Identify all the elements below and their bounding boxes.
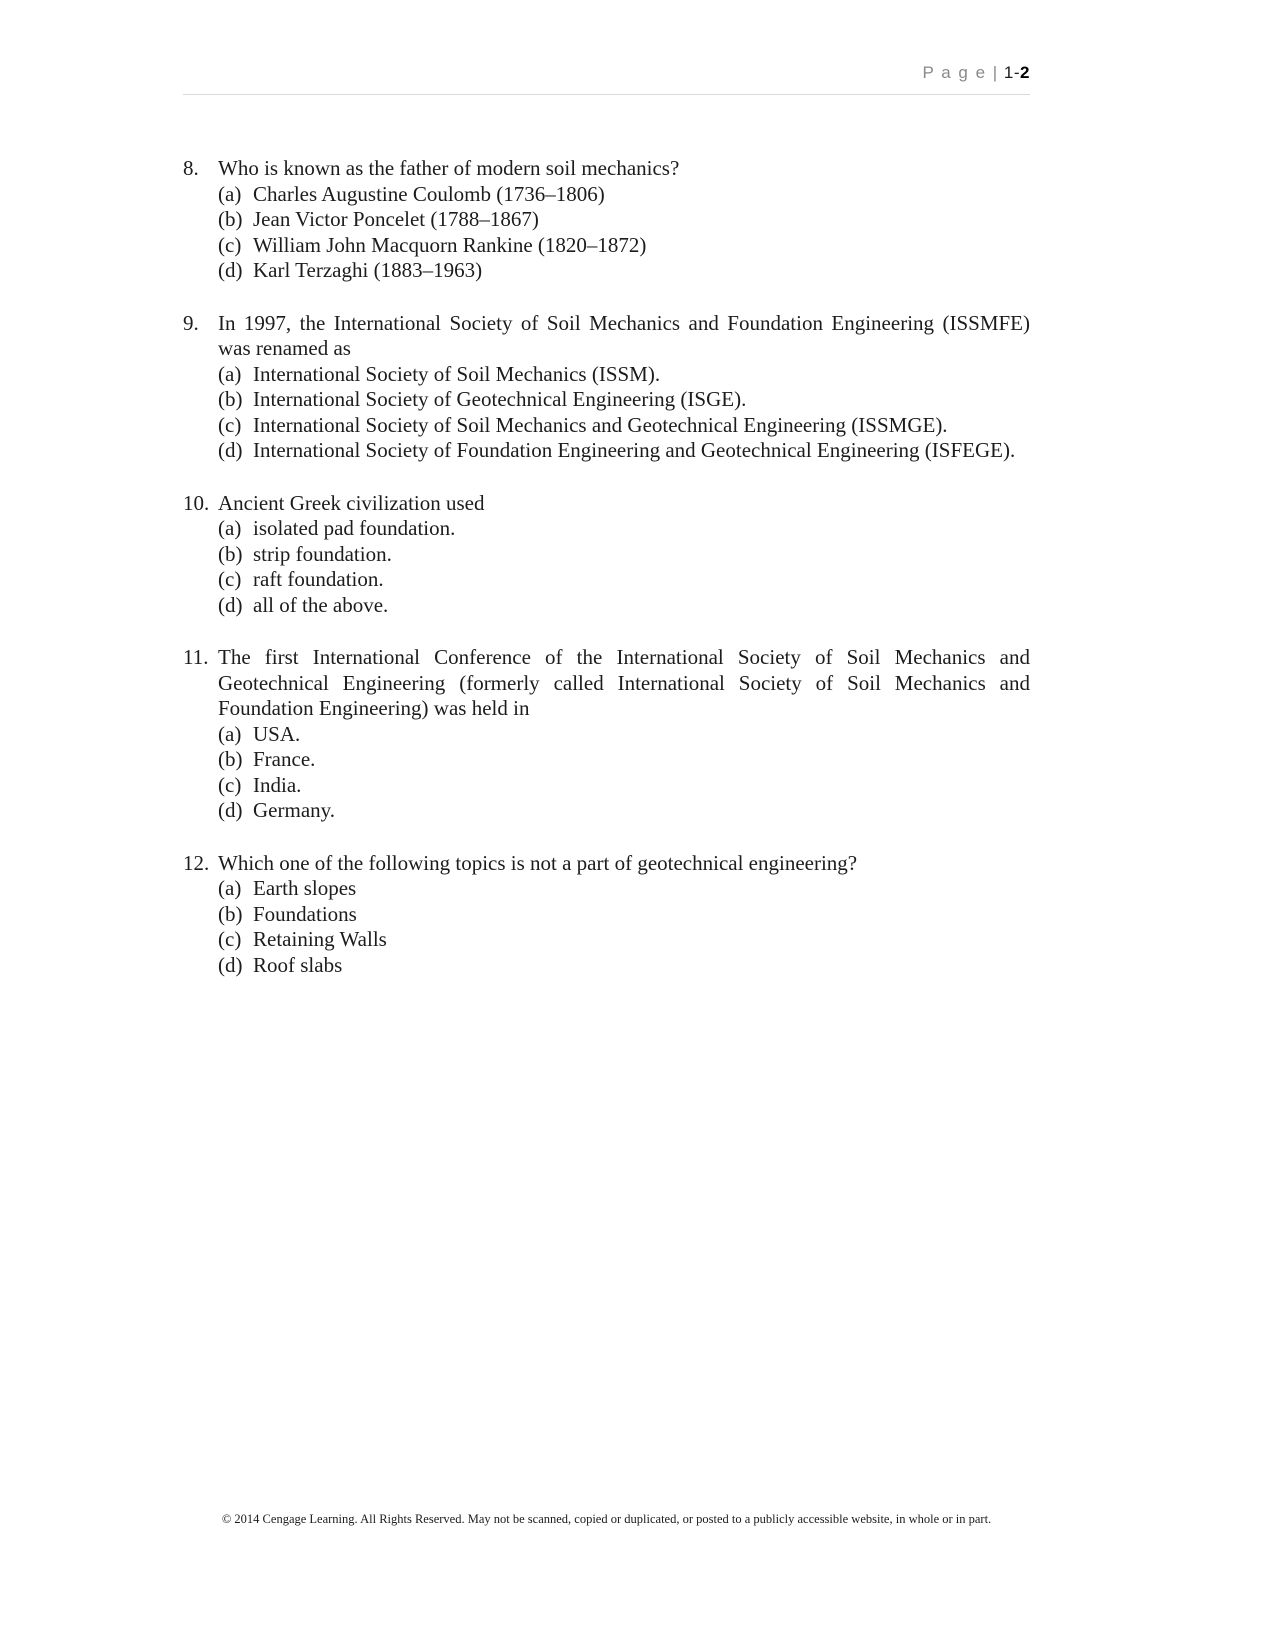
option-text: Foundations xyxy=(253,901,357,926)
option-text: International Society of Foundation Engineering and Geotechnical Engineering (ISFEGE). xyxy=(253,438,1016,462)
option-label: (d) xyxy=(218,798,243,822)
page-number: 2 xyxy=(1020,63,1030,82)
option-text: Charles Augustine Coulomb (1736–1806) xyxy=(253,181,605,206)
question-number: 11. xyxy=(183,645,209,669)
option-label: (b) xyxy=(218,901,243,926)
answer-option xyxy=(183,722,1030,748)
question-number: 8. xyxy=(183,156,199,180)
option-label: (c) xyxy=(218,567,242,591)
option-text: Roof slabs xyxy=(253,952,343,977)
option-text: International Society of Geotechnical Engineering (ISGE). xyxy=(253,387,747,411)
option-text: isolated pad foundation. xyxy=(253,516,456,540)
option-text: strip foundation. xyxy=(253,541,392,566)
option-label: (d) xyxy=(218,952,243,977)
question-stem: Ancient Greek civilization used xyxy=(218,490,485,515)
option-text: Karl Terzaghi (1883–1963) xyxy=(253,258,483,282)
page-number-prefix: 1- xyxy=(998,63,1021,82)
question-number: 12. xyxy=(183,850,210,875)
answer-option xyxy=(183,258,1030,284)
question-stem: The first International Conference of the International Society of Soil Mechanics and Geotechnical Engineering (formerly called International Society of Soil Mechanics and Foundation Engineering) was held in xyxy=(218,645,1030,720)
answer-option xyxy=(183,927,1030,953)
option-text: Earth slopes xyxy=(253,876,357,900)
option-label: (b) xyxy=(218,747,243,771)
answer-option xyxy=(183,182,1030,208)
option-text: all of the above. xyxy=(253,592,389,617)
answer-option xyxy=(183,438,1030,464)
question-stem-row xyxy=(183,851,1030,877)
question-number: 9. xyxy=(183,310,199,335)
option-text: William John Macquorn Rankine (1820–1872) xyxy=(253,232,647,257)
option-text: Germany. xyxy=(253,798,336,822)
answer-option xyxy=(183,593,1030,619)
answer-option xyxy=(183,387,1030,413)
page-label: P a g e | xyxy=(922,63,999,82)
question xyxy=(183,851,1030,979)
option-label: (b) xyxy=(218,387,243,411)
option-text: India. xyxy=(253,772,302,797)
answer-option xyxy=(183,902,1030,928)
question-number: 10. xyxy=(183,490,210,515)
answer-option xyxy=(183,362,1030,388)
option-text: USA. xyxy=(253,721,301,746)
question-stem-row xyxy=(183,311,1030,362)
option-label: (a) xyxy=(218,181,242,206)
option-label: (d) xyxy=(218,258,243,282)
question xyxy=(183,491,1030,619)
question-stem-row xyxy=(183,645,1030,722)
option-text: Jean Victor Poncelet (1788–1867) xyxy=(253,207,539,231)
answer-option xyxy=(183,542,1030,568)
question-stem: Who is known as the father of modern soil mechanics? xyxy=(218,156,680,180)
question xyxy=(183,311,1030,464)
option-text: International Society of Soil Mechanics (ISSM). xyxy=(253,361,661,386)
option-text: Retaining Walls xyxy=(253,927,387,951)
option-label: (a) xyxy=(218,516,242,540)
answer-option xyxy=(183,413,1030,439)
footer-copyright: © 2014 Cengage Learning. All Rights Reserved. May not be scanned, copied or duplicated, or posted to a publicly accessible website, in whole or in part. xyxy=(221,1512,992,1526)
answer-option xyxy=(183,567,1030,593)
option-label: (c) xyxy=(218,927,242,951)
option-label: (a) xyxy=(218,876,242,900)
question-stem: In 1997, the International Society of Soil Mechanics and Foundation Engineering (ISSMFE) was renamed as xyxy=(218,310,1030,360)
option-text: raft foundation. xyxy=(253,567,384,591)
option-label: (d) xyxy=(218,592,243,617)
option-text: International Society of Soil Mechanics and Geotechnical Engineering (ISSMGE). xyxy=(253,412,948,437)
answer-option xyxy=(183,516,1030,542)
answer-option xyxy=(183,798,1030,824)
answer-option xyxy=(183,747,1030,773)
option-label: (a) xyxy=(218,721,242,746)
option-text: France. xyxy=(253,747,316,771)
option-label: (b) xyxy=(218,207,243,231)
option-label: (d) xyxy=(218,438,243,462)
page-footer xyxy=(183,1511,1030,1527)
answer-option xyxy=(183,953,1030,979)
option-label: (c) xyxy=(218,232,242,257)
option-label: (c) xyxy=(218,772,242,797)
answer-option xyxy=(183,876,1030,902)
answer-option xyxy=(183,207,1030,233)
header-rule xyxy=(183,94,1030,95)
question xyxy=(183,156,1030,284)
answer-option xyxy=(183,233,1030,259)
question-stem: Which one of the following topics is not a part of geotechnical engineering? xyxy=(218,850,858,875)
question-stem-row xyxy=(183,156,1030,182)
question xyxy=(183,645,1030,824)
option-label: (b) xyxy=(218,541,243,566)
option-label: (c) xyxy=(218,412,242,437)
option-label: (a) xyxy=(218,361,242,386)
page-header xyxy=(183,62,1030,84)
question-stem-row xyxy=(183,491,1030,517)
question-list xyxy=(183,156,1030,1005)
answer-option xyxy=(183,773,1030,799)
